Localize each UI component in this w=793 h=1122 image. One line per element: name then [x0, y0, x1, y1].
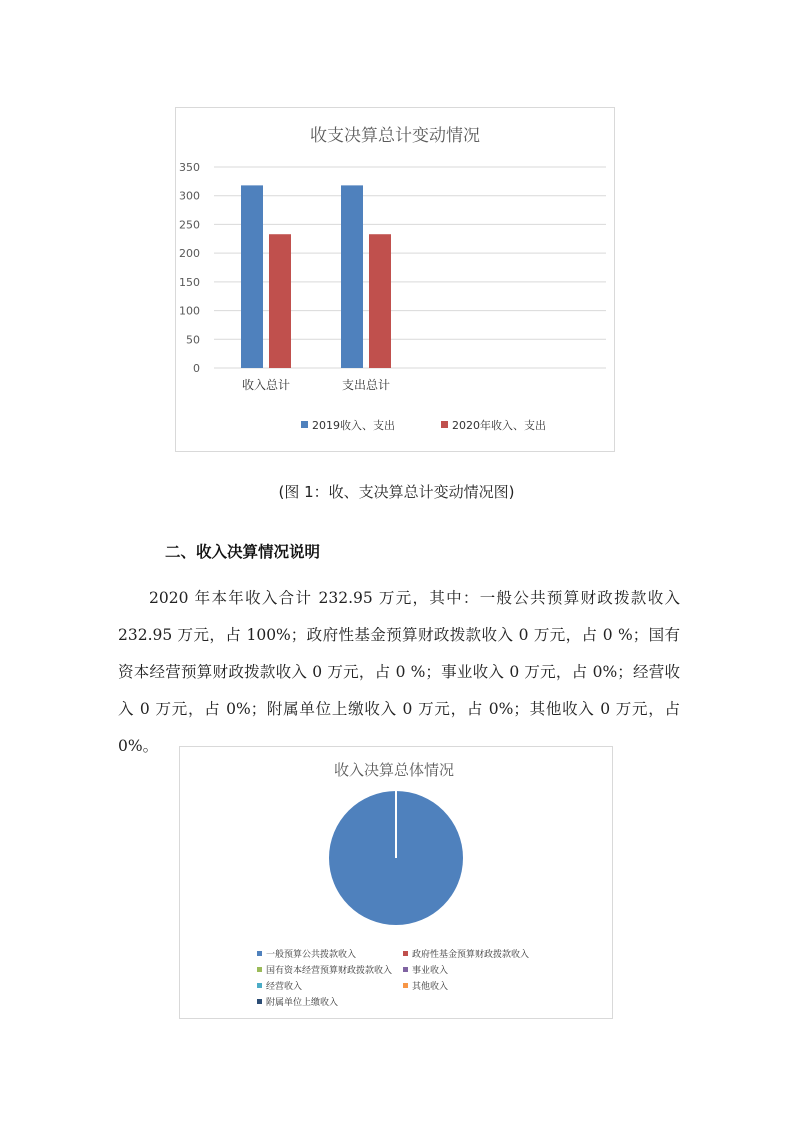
pie-chart	[180, 747, 612, 1018]
y-tick-label: 250	[179, 218, 200, 232]
y-tick-label: 200	[179, 247, 200, 261]
pie-legend-label: 政府性基金预算财政拨款收入	[412, 950, 530, 960]
pie-chart-frame	[179, 746, 613, 1019]
pie-legend-swatch	[403, 967, 408, 972]
bar-chart-frame	[175, 107, 615, 452]
bar-0-1	[269, 234, 291, 368]
pie-legend-label: 一般预算公共拨款收入	[266, 950, 357, 960]
pie-legend-swatch	[257, 983, 262, 988]
pie-legend-swatch	[257, 967, 262, 972]
pie-legend-label: 其他收入	[412, 982, 449, 992]
pie-legend-label: 附属单位上缴收入	[266, 998, 339, 1008]
bar-0-0	[241, 185, 263, 368]
pie-legend-label: 经营收入	[266, 982, 303, 992]
y-tick-label: 50	[186, 333, 200, 347]
legend-label: 2019收入、支出	[312, 419, 395, 432]
bar-1-0	[341, 185, 363, 368]
pie-legend-label: 国有资本经营预算财政拨款收入	[266, 966, 393, 976]
pie-legend-swatch	[257, 999, 262, 1004]
pie-chart-title: 收入决算总体情况	[333, 761, 455, 779]
section-heading: 二、收入决算情况说明	[165, 543, 321, 561]
x-category-label: 支出总计	[341, 378, 391, 392]
y-tick-label: 0	[193, 362, 200, 375]
y-tick-label: 150	[179, 275, 200, 289]
legend-swatch	[441, 421, 448, 428]
pie-legend-swatch	[257, 951, 262, 956]
pie-legend-swatch	[403, 983, 408, 988]
body-paragraph: 2020 年本年收入合计 232.95 万元，其中：一般公共预算财政拨款收入 232.95 万元，占 100%；政府性基金预算财政拨款收入 0 万元，占 0 %；国有资本经营预算财政拨款收入 0 万元，占 0 %；事业收入 0 万元，占 0%；经营收入 0 万元，占 0%；附属单位上缴收入 0 万元，占 0%；其他收入 0 万元，占 0%。	[118, 589, 680, 755]
pie-legend-swatch	[403, 951, 408, 956]
y-tick-label: 300	[179, 189, 200, 203]
bar-1-1	[369, 234, 391, 368]
x-category-label: 收入总计	[241, 378, 291, 392]
bar-chart	[176, 108, 614, 451]
bar-chart-title: 收支决算总计变动情况	[310, 126, 480, 146]
pie-legend-label: 事业收入	[412, 966, 449, 976]
legend-label: 2020年收入、支出	[452, 419, 546, 432]
legend-swatch	[301, 421, 308, 428]
y-tick-label: 350	[179, 161, 200, 174]
y-tick-label: 100	[179, 304, 200, 318]
figure-caption: (图 1：收、支决算总计变动情况图)	[278, 483, 515, 501]
